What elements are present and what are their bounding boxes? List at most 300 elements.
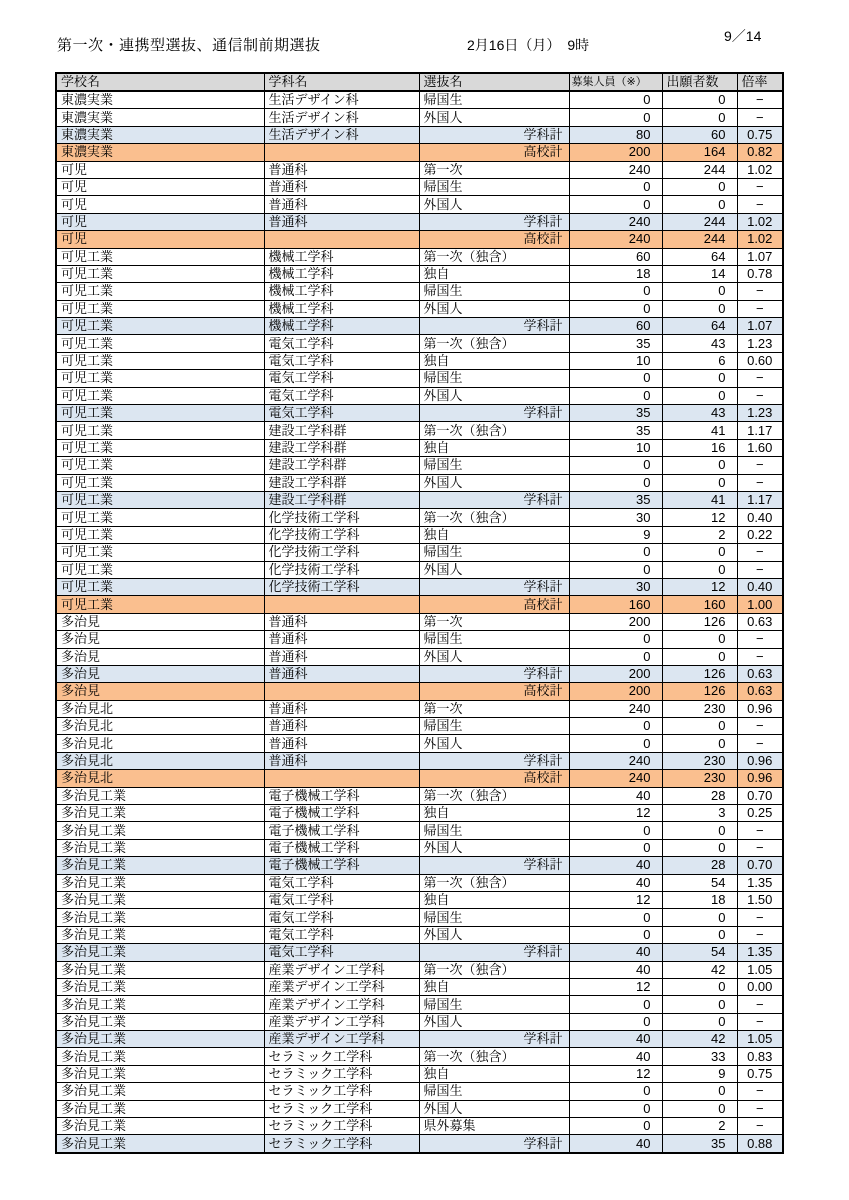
capacity-cell: 35: [569, 335, 662, 352]
school-name-cell: 可児工業: [56, 405, 264, 422]
table-row: [56, 439, 783, 456]
selection-name-cell: 帰国生: [419, 631, 569, 648]
selection-name-cell: 独自: [419, 352, 569, 369]
capacity-cell: 40: [569, 787, 662, 804]
applicants-cell: 0: [662, 648, 737, 665]
selection-name-cell: 学科計: [419, 578, 569, 595]
ratio-cell: −: [737, 822, 783, 839]
applicants-cell: 16: [662, 439, 737, 456]
col-header-ratio: 倍率: [737, 73, 783, 91]
school-name-cell: 多治見北: [56, 718, 264, 735]
selection-name-cell: 帰国生: [419, 544, 569, 561]
table-row: [56, 909, 783, 926]
school-name-cell: 多治見工業: [56, 1083, 264, 1100]
applicants-cell: 12: [662, 509, 737, 526]
department-name-cell: 普通科: [264, 161, 419, 178]
selection-name-cell: 学科計: [419, 752, 569, 769]
applicants-cell: 42: [662, 1031, 737, 1048]
school-name-cell: 多治見工業: [56, 961, 264, 978]
ratio-cell: −: [737, 544, 783, 561]
ratio-cell: 1.35: [737, 874, 783, 891]
ratio-cell: −: [737, 1118, 783, 1135]
selection-name-cell: 学科計: [419, 213, 569, 230]
department-name-cell: 生活デザイン科: [264, 109, 419, 126]
capacity-cell: 0: [569, 1100, 662, 1117]
table-row: [56, 1065, 783, 1082]
selection-name-cell: 外国人: [419, 926, 569, 943]
selection-name-cell: 独自: [419, 805, 569, 822]
ratio-cell: 0.88: [737, 1135, 783, 1153]
applicants-cell: 0: [662, 283, 737, 300]
applicants-cell: 0: [662, 735, 737, 752]
table-row: [56, 213, 783, 230]
ratio-cell: 1.23: [737, 405, 783, 422]
selection-name-cell: 第一次（独含）: [419, 787, 569, 804]
school-name-cell: 多治見北: [56, 770, 264, 787]
school-name-cell: 多治見北: [56, 735, 264, 752]
capacity-cell: 40: [569, 874, 662, 891]
capacity-cell: 30: [569, 578, 662, 595]
capacity-cell: 60: [569, 248, 662, 265]
department-name-cell: 化学技術工学科: [264, 561, 419, 578]
department-name-cell: 機械工学科: [264, 318, 419, 335]
ratio-cell: 1.02: [737, 213, 783, 230]
ratio-cell: 0.00: [737, 978, 783, 995]
capacity-cell: 0: [569, 631, 662, 648]
capacity-cell: 0: [569, 387, 662, 404]
applicants-cell: 0: [662, 1083, 737, 1100]
department-name-cell: 普通科: [264, 718, 419, 735]
ratio-cell: 1.60: [737, 439, 783, 456]
ratio-cell: 1.02: [737, 231, 783, 248]
ratio-cell: 1.35: [737, 944, 783, 961]
school-name-cell: 可児工業: [56, 561, 264, 578]
ratio-cell: −: [737, 91, 783, 109]
selection-name-cell: 第一次（独含）: [419, 422, 569, 439]
capacity-cell: 240: [569, 161, 662, 178]
ratio-cell: 0.70: [737, 857, 783, 874]
school-name-cell: 多治見工業: [56, 1013, 264, 1030]
capacity-cell: 0: [569, 648, 662, 665]
capacity-cell: 240: [569, 752, 662, 769]
capacity-cell: 0: [569, 1083, 662, 1100]
selection-name-cell: 学科計: [419, 318, 569, 335]
table-row: [56, 631, 783, 648]
selection-name-cell: 外国人: [419, 300, 569, 317]
results-table-head: [56, 73, 783, 91]
ratio-cell: 0.40: [737, 578, 783, 595]
capacity-cell: 10: [569, 439, 662, 456]
applicants-cell: 0: [662, 387, 737, 404]
capacity-cell: 0: [569, 1013, 662, 1030]
department-name-cell: 電気工学科: [264, 944, 419, 961]
selection-name-cell: 帰国生: [419, 178, 569, 195]
school-name-cell: 多治見工業: [56, 1031, 264, 1048]
applicants-cell: 0: [662, 196, 737, 213]
department-name-cell: 化学技術工学科: [264, 544, 419, 561]
school-name-cell: 多治見工業: [56, 909, 264, 926]
table-row: [56, 718, 783, 735]
selection-name-cell: 第一次: [419, 161, 569, 178]
department-name-cell: 普通科: [264, 213, 419, 230]
table-row: [56, 1135, 783, 1153]
selection-name-cell: 帰国生: [419, 457, 569, 474]
table-row: [56, 126, 783, 143]
department-name-cell: 機械工学科: [264, 283, 419, 300]
selection-name-cell: 学科計: [419, 126, 569, 143]
table-row: [56, 405, 783, 422]
selection-name-cell: 学科計: [419, 1135, 569, 1153]
table-row: [56, 683, 783, 700]
school-name-cell: 可児工業: [56, 526, 264, 543]
results-table-body: [56, 91, 783, 1153]
applicants-cell: 0: [662, 822, 737, 839]
capacity-cell: 0: [569, 926, 662, 943]
capacity-cell: 0: [569, 457, 662, 474]
school-name-cell: 多治見: [56, 631, 264, 648]
applicants-cell: 0: [662, 631, 737, 648]
capacity-cell: 240: [569, 231, 662, 248]
ratio-cell: −: [737, 283, 783, 300]
table-row: [56, 387, 783, 404]
table-row: [56, 874, 783, 891]
ratio-cell: −: [737, 648, 783, 665]
ratio-cell: −: [737, 909, 783, 926]
department-name-cell: [264, 596, 419, 613]
table-row: [56, 648, 783, 665]
selection-name-cell: 高校計: [419, 770, 569, 787]
applicants-cell: 6: [662, 352, 737, 369]
capacity-cell: 0: [569, 1118, 662, 1135]
school-name-cell: 可児工業: [56, 509, 264, 526]
capacity-cell: 0: [569, 839, 662, 856]
col-header-school-name: 学校名: [56, 73, 264, 91]
capacity-cell: 40: [569, 961, 662, 978]
table-row: [56, 857, 783, 874]
school-name-cell: 多治見工業: [56, 944, 264, 961]
ratio-cell: 1.02: [737, 161, 783, 178]
school-name-cell: 可児工業: [56, 578, 264, 595]
selection-name-cell: 独自: [419, 1065, 569, 1082]
school-name-cell: 多治見: [56, 648, 264, 665]
capacity-cell: 200: [569, 144, 662, 161]
table-row: [56, 491, 783, 508]
department-name-cell: 電気工学科: [264, 352, 419, 369]
header-row: [56, 73, 783, 91]
applicants-cell: 0: [662, 996, 737, 1013]
applicants-cell: 12: [662, 578, 737, 595]
applicants-cell: 0: [662, 909, 737, 926]
table-row: [56, 944, 783, 961]
applicants-cell: 164: [662, 144, 737, 161]
school-name-cell: 多治見工業: [56, 1100, 264, 1117]
ratio-cell: −: [737, 474, 783, 491]
department-name-cell: 電気工学科: [264, 891, 419, 908]
department-name-cell: 化学技術工学科: [264, 509, 419, 526]
applicants-cell: 33: [662, 1048, 737, 1065]
school-name-cell: 多治見工業: [56, 822, 264, 839]
applicants-cell: 244: [662, 231, 737, 248]
ratio-cell: 1.07: [737, 318, 783, 335]
school-name-cell: 可児: [56, 196, 264, 213]
department-name-cell: 産業デザイン工学科: [264, 1013, 419, 1030]
department-name-cell: セラミック工学科: [264, 1048, 419, 1065]
ratio-cell: 1.00: [737, 596, 783, 613]
applicants-cell: 9: [662, 1065, 737, 1082]
ratio-cell: −: [737, 735, 783, 752]
selection-name-cell: 高校計: [419, 596, 569, 613]
applicants-cell: 0: [662, 718, 737, 735]
applicants-cell: 28: [662, 857, 737, 874]
school-name-cell: 多治見工業: [56, 926, 264, 943]
school-name-cell: 多治見: [56, 683, 264, 700]
page-title: 第一次・連携型選抜、通信制前期選抜: [57, 37, 321, 54]
school-name-cell: 可児: [56, 161, 264, 178]
department-name-cell: 普通科: [264, 700, 419, 717]
ratio-cell: 0.60: [737, 352, 783, 369]
ratio-cell: 0.63: [737, 665, 783, 682]
school-name-cell: 多治見工業: [56, 891, 264, 908]
selection-name-cell: 学科計: [419, 405, 569, 422]
table-row: [56, 596, 783, 613]
ratio-cell: −: [737, 457, 783, 474]
table-row: [56, 283, 783, 300]
selection-name-cell: 第一次: [419, 613, 569, 630]
ratio-cell: 1.05: [737, 1031, 783, 1048]
table-row: [56, 822, 783, 839]
selection-name-cell: 外国人: [419, 1013, 569, 1030]
school-name-cell: 可児: [56, 231, 264, 248]
ratio-cell: −: [737, 1100, 783, 1117]
capacity-cell: 40: [569, 1135, 662, 1153]
selection-name-cell: 第一次（独含）: [419, 874, 569, 891]
selection-name-cell: 外国人: [419, 839, 569, 856]
capacity-cell: 12: [569, 978, 662, 995]
department-name-cell: 電子機械工学科: [264, 805, 419, 822]
school-name-cell: 可児工業: [56, 318, 264, 335]
department-name-cell: セラミック工学科: [264, 1135, 419, 1153]
selection-name-cell: 第一次（独含）: [419, 961, 569, 978]
capacity-cell: 9: [569, 526, 662, 543]
table-row: [56, 665, 783, 682]
applicants-cell: 0: [662, 300, 737, 317]
applicants-cell: 0: [662, 457, 737, 474]
capacity-cell: 12: [569, 1065, 662, 1082]
department-name-cell: [264, 231, 419, 248]
school-name-cell: 可児: [56, 213, 264, 230]
capacity-cell: 35: [569, 491, 662, 508]
department-name-cell: 電気工学科: [264, 370, 419, 387]
school-name-cell: 可児工業: [56, 387, 264, 404]
school-name-cell: 可児工業: [56, 457, 264, 474]
selection-name-cell: 学科計: [419, 1031, 569, 1048]
school-name-cell: 可児: [56, 178, 264, 195]
table-row: [56, 178, 783, 195]
selection-name-cell: 外国人: [419, 735, 569, 752]
ratio-cell: 0.96: [737, 752, 783, 769]
table-row: [56, 457, 783, 474]
table-row: [56, 300, 783, 317]
table-row: [56, 770, 783, 787]
applicants-cell: 14: [662, 265, 737, 282]
school-name-cell: 多治見工業: [56, 805, 264, 822]
table-row: [56, 248, 783, 265]
capacity-cell: 0: [569, 544, 662, 561]
table-row: [56, 1100, 783, 1117]
department-name-cell: セラミック工学科: [264, 1083, 419, 1100]
applicants-cell: 230: [662, 770, 737, 787]
applicants-cell: 0: [662, 474, 737, 491]
table-row: [56, 422, 783, 439]
table-row: [56, 335, 783, 352]
school-name-cell: 多治見: [56, 613, 264, 630]
capacity-cell: 0: [569, 370, 662, 387]
selection-name-cell: 帰国生: [419, 909, 569, 926]
ratio-cell: 0.70: [737, 787, 783, 804]
table-row: [56, 735, 783, 752]
department-name-cell: [264, 683, 419, 700]
ratio-cell: −: [737, 718, 783, 735]
school-name-cell: 可児工業: [56, 265, 264, 282]
department-name-cell: 建設工学科群: [264, 457, 419, 474]
department-name-cell: 電子機械工学科: [264, 787, 419, 804]
capacity-cell: 40: [569, 1031, 662, 1048]
selection-name-cell: 独自: [419, 978, 569, 995]
school-name-cell: 可児工業: [56, 422, 264, 439]
capacity-cell: 10: [569, 352, 662, 369]
capacity-cell: 40: [569, 944, 662, 961]
applicants-cell: 0: [662, 978, 737, 995]
department-name-cell: 電気工学科: [264, 926, 419, 943]
ratio-cell: 0.63: [737, 683, 783, 700]
department-name-cell: 生活デザイン科: [264, 126, 419, 143]
applicants-cell: 0: [662, 1013, 737, 1030]
school-name-cell: 多治見: [56, 665, 264, 682]
capacity-cell: 60: [569, 318, 662, 335]
ratio-cell: −: [737, 561, 783, 578]
table-row: [56, 839, 783, 856]
department-name-cell: 機械工学科: [264, 248, 419, 265]
ratio-cell: 0.82: [737, 144, 783, 161]
department-name-cell: 機械工学科: [264, 300, 419, 317]
department-name-cell: 化学技術工学科: [264, 578, 419, 595]
department-name-cell: 電気工学科: [264, 405, 419, 422]
capacity-cell: 200: [569, 613, 662, 630]
school-name-cell: 多治見北: [56, 700, 264, 717]
table-row: [56, 961, 783, 978]
ratio-cell: −: [737, 196, 783, 213]
results-table: [55, 72, 784, 1154]
capacity-cell: 0: [569, 996, 662, 1013]
school-name-cell: 多治見工業: [56, 1135, 264, 1153]
table-row: [56, 144, 783, 161]
applicants-cell: 0: [662, 1100, 737, 1117]
table-row: [56, 509, 783, 526]
ratio-cell: 0.25: [737, 805, 783, 822]
capacity-cell: 0: [569, 822, 662, 839]
capacity-cell: 80: [569, 126, 662, 143]
department-name-cell: セラミック工学科: [264, 1100, 419, 1117]
department-name-cell: 電子機械工学科: [264, 822, 419, 839]
ratio-cell: 0.78: [737, 265, 783, 282]
department-name-cell: 普通科: [264, 665, 419, 682]
ratio-cell: 1.17: [737, 491, 783, 508]
applicants-cell: 0: [662, 91, 737, 109]
table-row: [56, 474, 783, 491]
school-name-cell: 多治見北: [56, 752, 264, 769]
table-row: [56, 891, 783, 908]
selection-name-cell: 独自: [419, 526, 569, 543]
selection-name-cell: 高校計: [419, 144, 569, 161]
applicants-cell: 18: [662, 891, 737, 908]
selection-name-cell: 独自: [419, 439, 569, 456]
applicants-cell: 0: [662, 109, 737, 126]
applicants-cell: 64: [662, 248, 737, 265]
school-name-cell: 多治見工業: [56, 787, 264, 804]
capacity-cell: 240: [569, 770, 662, 787]
ratio-cell: 0.22: [737, 526, 783, 543]
ratio-cell: 0.63: [737, 613, 783, 630]
school-name-cell: 可児工業: [56, 300, 264, 317]
table-row: [56, 613, 783, 630]
school-name-cell: 東濃実業: [56, 144, 264, 161]
col-header-capacity: 募集人員（※）: [569, 73, 662, 91]
applicants-cell: 126: [662, 683, 737, 700]
applicants-cell: 244: [662, 213, 737, 230]
selection-name-cell: 帰国生: [419, 283, 569, 300]
table-row: [56, 265, 783, 282]
department-name-cell: 普通科: [264, 178, 419, 195]
capacity-cell: 35: [569, 405, 662, 422]
ratio-cell: −: [737, 370, 783, 387]
ratio-cell: 1.07: [737, 248, 783, 265]
department-name-cell: 電子機械工学科: [264, 857, 419, 874]
department-name-cell: 建設工学科群: [264, 422, 419, 439]
school-name-cell: 可児工業: [56, 544, 264, 561]
school-name-cell: 多治見工業: [56, 874, 264, 891]
applicants-cell: 244: [662, 161, 737, 178]
applicants-cell: 0: [662, 839, 737, 856]
table-row: [56, 1031, 783, 1048]
selection-name-cell: 独自: [419, 265, 569, 282]
capacity-cell: 0: [569, 196, 662, 213]
ratio-cell: −: [737, 109, 783, 126]
selection-name-cell: 外国人: [419, 196, 569, 213]
ratio-cell: 0.96: [737, 770, 783, 787]
capacity-cell: 18: [569, 265, 662, 282]
selection-name-cell: 学科計: [419, 857, 569, 874]
ratio-cell: −: [737, 1083, 783, 1100]
ratio-cell: −: [737, 300, 783, 317]
school-name-cell: 多治見工業: [56, 1065, 264, 1082]
department-name-cell: [264, 144, 419, 161]
department-name-cell: 建設工学科群: [264, 474, 419, 491]
selection-name-cell: 外国人: [419, 648, 569, 665]
table-row: [56, 161, 783, 178]
selection-name-cell: 外国人: [419, 387, 569, 404]
school-name-cell: 多治見工業: [56, 839, 264, 856]
applicants-cell: 126: [662, 665, 737, 682]
school-name-cell: 多治見工業: [56, 978, 264, 995]
selection-name-cell: 第一次（独含）: [419, 509, 569, 526]
capacity-cell: 0: [569, 909, 662, 926]
applicants-cell: 43: [662, 335, 737, 352]
table-row: [56, 91, 783, 109]
table-row: [56, 1083, 783, 1100]
selection-name-cell: 第一次: [419, 700, 569, 717]
selection-name-cell: 高校計: [419, 683, 569, 700]
capacity-cell: 0: [569, 300, 662, 317]
